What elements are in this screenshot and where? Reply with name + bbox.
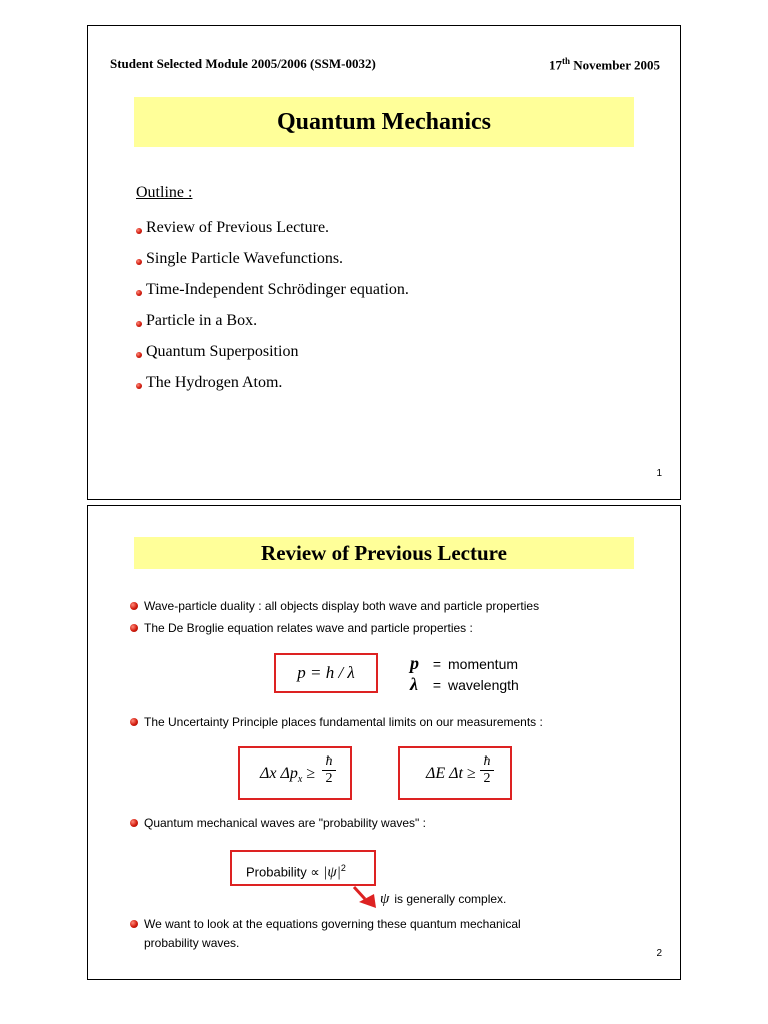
outline-heading: Outline : — [136, 184, 193, 201]
de-broglie-equation-box: p = h / λ — [274, 653, 378, 693]
bullet-uncertainty: The Uncertainty Principle places fundamental limits on our measurements : — [130, 715, 543, 729]
bullet-continuation: probability waves. — [144, 936, 240, 950]
bullet-icon — [130, 624, 138, 632]
red-arrow-icon — [350, 884, 380, 912]
outline-item: Particle in a Box. — [136, 309, 409, 340]
energy-time-uncertainty-box: ΔE Δt ≥ ħ 2 — [398, 746, 512, 800]
bullet-icon — [130, 920, 138, 928]
outline-item: Review of Previous Lecture. — [136, 216, 409, 247]
outline-item: The Hydrogen Atom. — [136, 371, 409, 402]
bullet-icon — [136, 352, 142, 358]
bullet-icon — [130, 718, 138, 726]
psi-complex-note: ψ is generally complex. — [380, 891, 507, 907]
bullet-de-broglie: The De Broglie equation relates wave and particle properties : — [130, 621, 473, 635]
slide-title: Quantum Mechanics — [134, 97, 634, 147]
slide-2 — [87, 505, 681, 980]
outline-list — [136, 216, 409, 402]
bullet-governing-equations: We want to look at the equations governing these quantum mechanical — [130, 917, 521, 931]
bullet-icon — [136, 259, 142, 265]
lecture-date: 17th November 2005 — [548, 56, 660, 73]
legend-momentum: p = momentum — [410, 653, 519, 673]
outline-item: Quantum Superposition — [136, 340, 409, 371]
legend-wavelength: λ = wavelength — [410, 674, 519, 694]
probability-equation-box: Probability ∝ $|\psi|^2$ — [230, 850, 376, 886]
bullet-icon — [130, 819, 138, 827]
position-momentum-uncertainty-box: Δx $\Delta p_x$ ≥ ħ 2 — [238, 746, 352, 800]
bullet-probability-waves: Quantum mechanical waves are "probability waves" : — [130, 816, 426, 830]
slide-1 — [87, 25, 681, 500]
bullet-icon — [136, 228, 142, 234]
outline-item: Time-Independent Schrödinger equation. — [136, 278, 409, 309]
slide-title: Review of Previous Lecture — [134, 537, 634, 569]
bullet-icon — [136, 290, 142, 296]
bullet-icon — [136, 321, 142, 327]
module-header: Student Selected Module 2005/2006 (SSM-0032) — [110, 56, 376, 71]
bullet-icon — [136, 383, 142, 389]
page-number: 1 — [656, 468, 662, 479]
hbar-over-two: ħ 2 — [480, 754, 494, 787]
page-number: 2 — [656, 948, 662, 959]
outline-item: Single Particle Wavefunctions. — [136, 247, 409, 278]
hbar-over-two: ħ 2 — [322, 754, 336, 787]
bullet-wave-particle: Wave-particle duality : all objects display both wave and particle properties — [130, 599, 539, 613]
bullet-icon — [130, 602, 138, 610]
